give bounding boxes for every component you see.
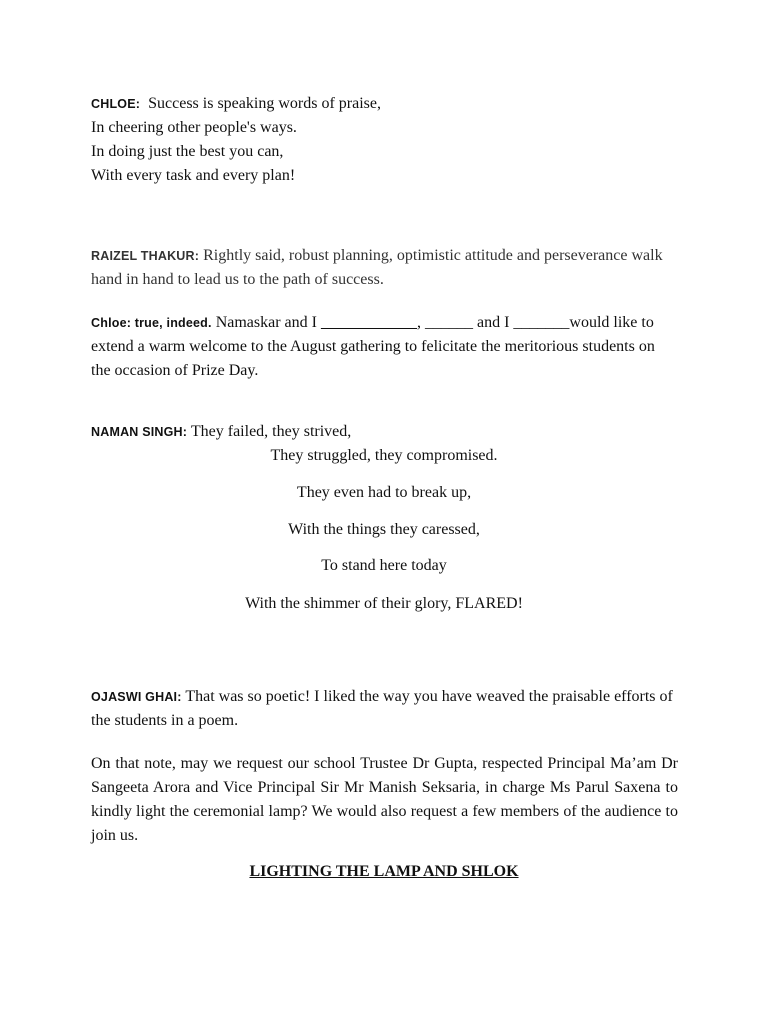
ojaswi-block [91, 685, 678, 733]
poem-line: In doing just the best you can, [91, 143, 284, 160]
poem-line: With every task and every plan! [91, 167, 296, 184]
poem-line: In cheering other people's ways. [91, 119, 297, 136]
raizel-block [91, 244, 678, 292]
chloe-intro-line-1 [91, 92, 678, 116]
poem-line-centered: They even had to break up, [296, 484, 472, 501]
dialogue-text: Rightly said, robust planning, optimistic attitude and perseverance walk hand in hand to lead us to the path of success. [91, 247, 663, 288]
speaker-label: RAIZEL THAKUR: [91, 249, 200, 263]
poem-line-centered: With the shimmer of their glory, FLARED! [245, 595, 523, 612]
speaker-label: NAMAN SINGH: [91, 425, 188, 439]
speaker-label: OJASWI GHAI: [91, 690, 182, 704]
request-paragraph: On that note, may we request our school Trustee Dr Gupta, respected Principal Ma’am Dr Sangeeta Arora and Vice Principal Sir Mr Manish Seksaria, in charge Ms Parul Saxena to kindly light the ceremonial lamp? We would also request a few members of the audience to join us. [91, 755, 678, 844]
speaker-label: CHLOE: [91, 97, 141, 111]
poem-line-centered: With the things they caressed, [288, 521, 480, 538]
dialogue-text: , ______ and I _______would like to extend a warm welcome to the August gathering to felicitate the meritorious students on the occasion of Prize Day. [91, 314, 655, 379]
dialogue-text: Namaskar and I [215, 314, 321, 331]
chloe-welcome-block [91, 311, 678, 383]
poem-line: Success is speaking words of praise, [148, 95, 381, 112]
poem-line-centered: To stand here today [321, 557, 447, 574]
chloe-intro-block [91, 92, 678, 188]
section-heading: LIGHTING THE LAMP AND SHLOK [249, 863, 519, 880]
name-blank: ____________ [320, 314, 417, 331]
poem-line-centered: They struggled, they compromised. [270, 447, 498, 464]
speaker-label: Chloe: true, indeed. [91, 316, 212, 330]
naman-block [91, 420, 678, 444]
dialogue-text: That was so poetic! I liked the way you have weaved the praisable efforts of the students in a poem. [91, 688, 673, 729]
poem-line: They failed, they strived, [190, 423, 352, 440]
